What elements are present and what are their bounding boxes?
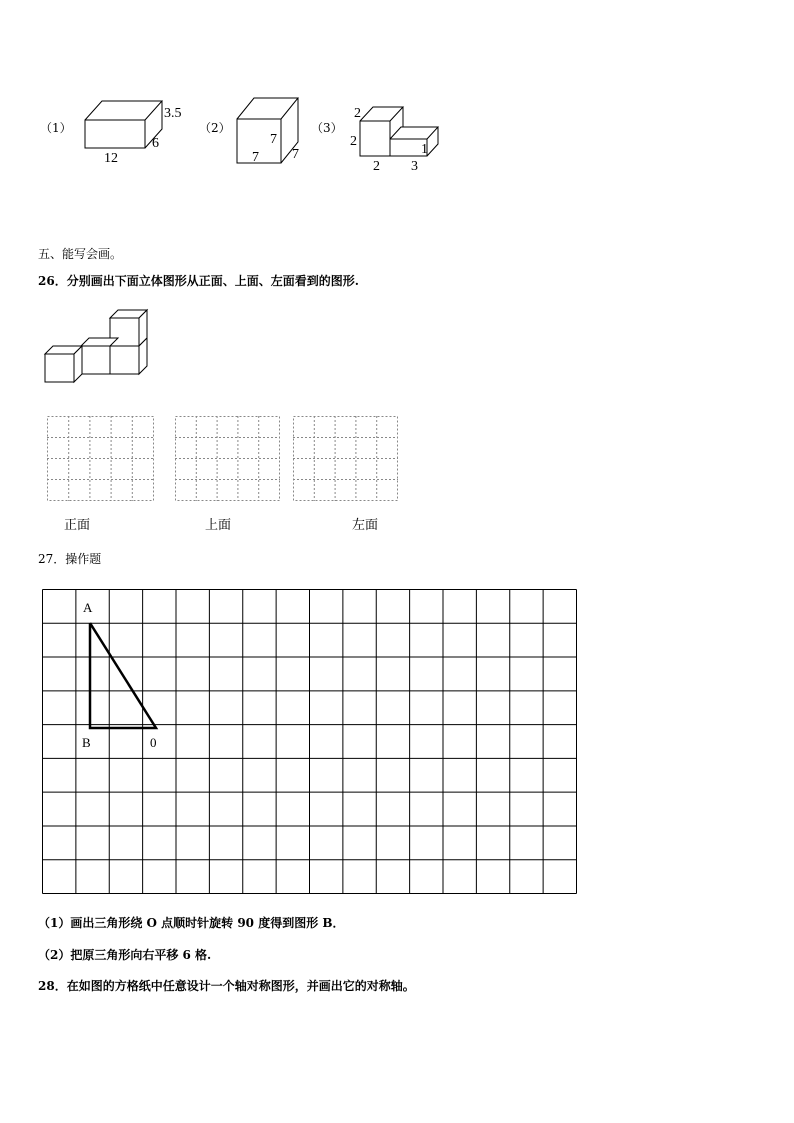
view-label-front: 正面 [64, 518, 91, 533]
figure-3-label: （3） [311, 121, 343, 135]
fig3-small-height-label: 1 [421, 142, 428, 157]
grid-front-view [47, 416, 155, 502]
section-5-title: 五、能写会画。 [38, 247, 123, 261]
view-label-left: 左面 [352, 518, 379, 533]
fig3-right-width-label: 3 [411, 159, 418, 174]
fig3-left-width-label: 2 [373, 159, 380, 174]
cuboid-figure-1 [80, 95, 190, 165]
fig1-height-label: 3.5 [164, 106, 182, 121]
composite-figure-3 [345, 97, 445, 177]
fig1-length-label: 12 [104, 151, 118, 166]
fig2-depth-label: 7 [292, 147, 299, 162]
fig1-depth-label: 6 [152, 136, 159, 151]
fig2-side-label: 7 [270, 132, 277, 147]
grid-left-view [293, 416, 399, 502]
question-27-sub2: （2）把原三角形向右平移 6 格. [38, 948, 212, 962]
figure-2-label: （2） [199, 121, 231, 135]
triangle-ABO [90, 623, 156, 728]
operation-grid [42, 589, 578, 895]
question-26-text: 26．分别画出下面立体图形从正面、上面、左面看到的图形. [38, 274, 359, 288]
view-label-top: 上面 [205, 518, 232, 533]
grid-top-view [175, 416, 281, 502]
point-label-A: A [83, 600, 93, 615]
cube-figure-2 [232, 95, 312, 170]
fig3-top-height-label: 2 [354, 106, 361, 121]
point-label-O: 0 [150, 735, 157, 750]
cube-stack-figure [40, 305, 160, 390]
question-27-sub1: （1）画出三角形绕 O 点顺时针旋转 90 度得到图形 B． [38, 916, 345, 930]
figure-1-label: （1） [40, 121, 72, 135]
point-label-B: B [82, 735, 91, 750]
question-27-text: 27．操作题 [38, 552, 102, 566]
question-28-text: 28．在如图的方格纸中任意设计一个轴对称图形，并画出它的对称轴。 [38, 979, 415, 993]
fig3-left-height-label: 2 [350, 134, 357, 149]
fig2-bottom-label: 7 [252, 150, 259, 165]
